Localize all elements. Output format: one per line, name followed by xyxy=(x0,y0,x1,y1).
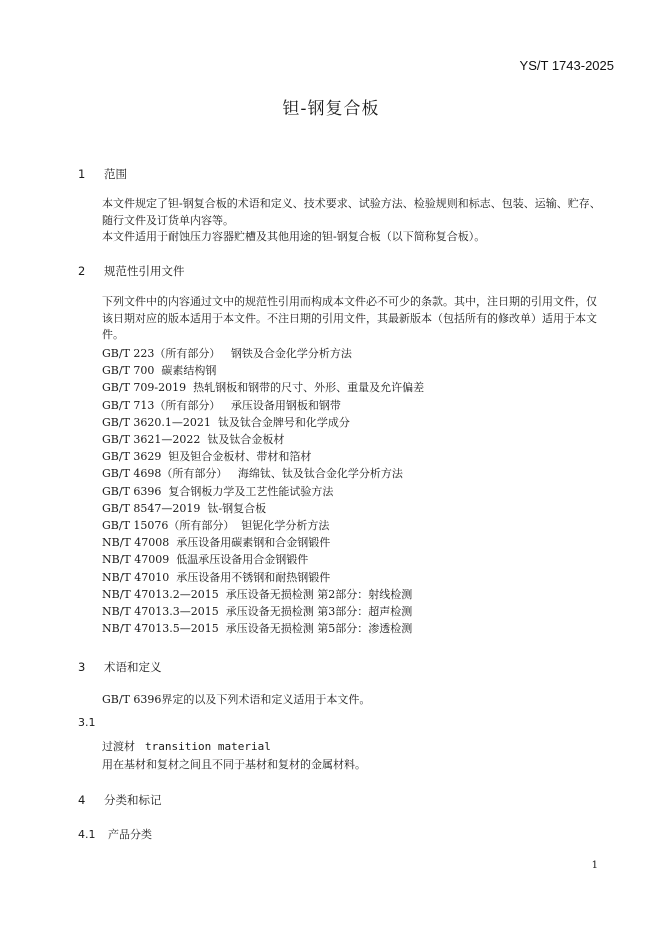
subsection-number: 4.1 xyxy=(78,828,96,841)
term-entry xyxy=(102,738,271,754)
term-definition: 用在基材和复材之间且不同于基材和复材的金属材料。 xyxy=(102,758,366,771)
section-title: 范围 xyxy=(104,167,127,181)
section-number: 2 xyxy=(78,264,86,278)
reference-item: GB/T 709-2019 热轧钢板和钢带的尺寸、外形、重量及允许偏差 xyxy=(102,381,425,395)
reference-item: NB/T 47013.3—2015 承压设备无损检测 第3部分：超声检测 xyxy=(102,605,413,619)
reference-item: GB/T 223（所有部分） 钢铁及合金化学分析方法 xyxy=(102,347,352,360)
section-title: 术语和定义 xyxy=(104,660,162,674)
section-2-heading xyxy=(78,263,185,279)
reference-item: NB/T 47013.5—2015 承压设备无损检测 第5部分：渗透检测 xyxy=(102,622,413,636)
reference-item: GB/T 3620.1—2021 钛及钛合金牌号和化学成分 xyxy=(102,415,350,429)
section-1-heading xyxy=(78,166,127,182)
section-2-intro xyxy=(78,294,606,344)
standard-code: YS/T 1743-2025 xyxy=(519,58,614,73)
reference-item: GB/T 713（所有部分） 承压设备用钢板和钢带 xyxy=(102,398,341,412)
reference-item: GB/T 3629 钽及钽合金板材、带材和箔材 xyxy=(102,450,312,464)
section-3-heading xyxy=(78,659,162,675)
section-number: 4 xyxy=(78,793,86,807)
reference-item: GB/T 3621—2022 钛及钛合金板材 xyxy=(102,433,285,447)
term-english: transition material xyxy=(145,740,271,753)
section-number: 3 xyxy=(78,660,86,674)
paragraph: 本文件适用于耐蚀压力容器贮槽及其他用途的钽-钢复合板（以下简称复合板）。 xyxy=(102,230,486,243)
reference-item: NB/T 47010 承压设备用不锈钢和耐热钢锻件 xyxy=(102,570,331,584)
section-title: 规范性引用文件 xyxy=(104,264,185,278)
subsection-number: 3.1 xyxy=(78,716,96,729)
section-1-body xyxy=(78,196,606,246)
section-number: 1 xyxy=(78,167,86,181)
paragraph: GB/T 6396界定的以及下列术语和定义适用于本文件。 xyxy=(102,693,371,706)
reference-item: NB/T 47008 承压设备用碳素钢和合金钢锻件 xyxy=(102,536,331,550)
paragraph: 本文件规定了钽-钢复合板的术语和定义、技术要求、试验方法、检验规则和标志、包装、运输、贮存、随行文件及订货单内容等。 xyxy=(102,197,601,227)
reference-item: GB/T 700 碳素结构钢 xyxy=(102,364,217,378)
reference-item: GB/T 15076（所有部分） 钽铌化学分析方法 xyxy=(102,519,330,533)
section-3-intro xyxy=(78,692,606,709)
section-4-heading xyxy=(78,792,162,808)
reference-item: GB/T 4698（所有部分） 海绵钛、钛及钛合金化学分析方法 xyxy=(102,467,403,481)
subsection-4-1-heading xyxy=(78,826,152,842)
reference-list xyxy=(102,345,424,637)
document-title: 钽-钢复合板 xyxy=(282,99,380,119)
paragraph: 下列文件中的内容通过文中的规范性引用而构成本文件必不可少的条款。其中，注日期的引用文件，仅该日期对应的版本适用于本文件。不注日期的引用文件，其最新版本（包括所有的修改单）适用于本文件。 xyxy=(102,295,597,341)
reference-item: GB/T 8547—2019 钛-钢复合板 xyxy=(102,501,267,515)
reference-item: NB/T 47009 低温承压设备用合金钢锻件 xyxy=(102,553,309,567)
reference-item: NB/T 47013.2—2015 承压设备无损检测 第2部分：射线检测 xyxy=(102,587,413,601)
section-title: 分类和标记 xyxy=(104,793,162,807)
subsection-title: 产品分类 xyxy=(108,828,152,841)
page-number: 1 xyxy=(591,860,598,871)
term-chinese: 过渡材 xyxy=(102,740,135,753)
reference-item: GB/T 6396 复合钢板力学及工艺性能试验方法 xyxy=(102,484,334,498)
